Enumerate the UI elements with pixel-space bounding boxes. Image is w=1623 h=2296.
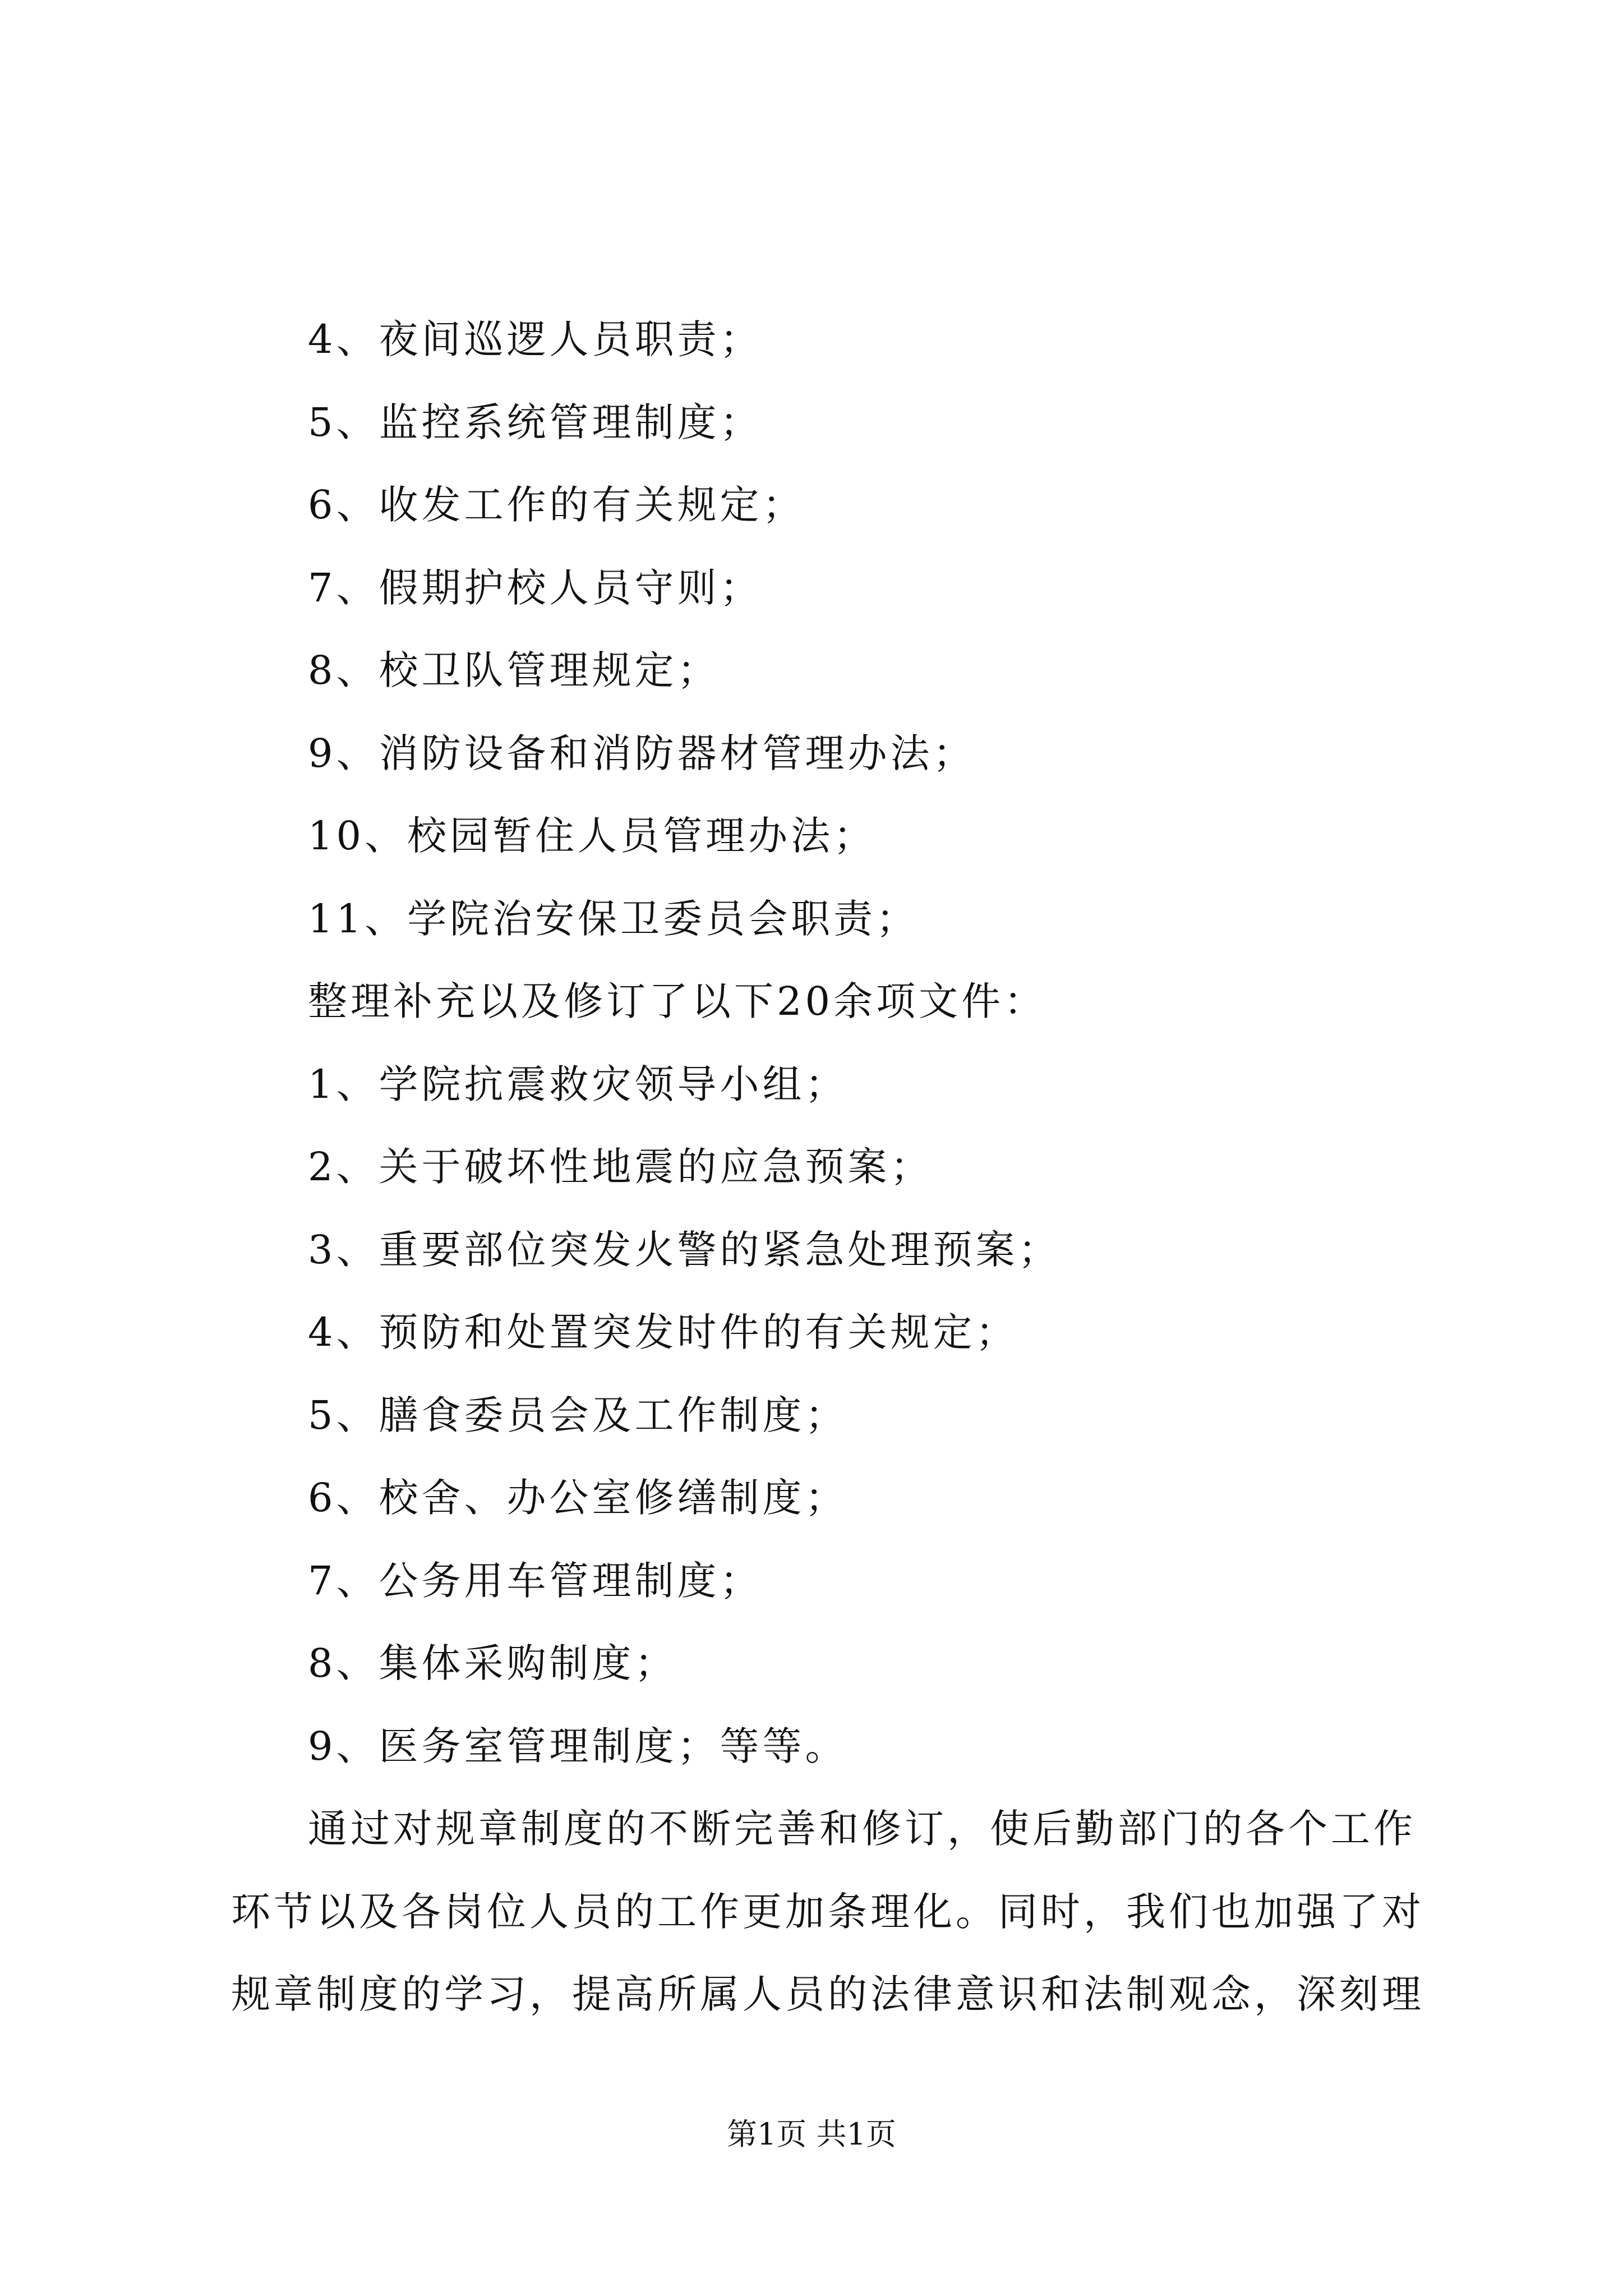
list-item: 7、假期护校人员守则； <box>308 564 763 611</box>
list-item: 6、校舍、办公室修缮制度； <box>308 1475 848 1521</box>
list-item: 1、学院抗震救灾领导小组； <box>308 1061 848 1107</box>
document-body <box>231 298 1440 2036</box>
paragraph-line: 环节以及各岗位人员的工作更加条理化。同时，我们也加强了对 <box>231 1888 1424 1935</box>
list-item: 11、学院治安保卫委员会职责； <box>308 895 919 942</box>
paragraph-line: 通过对规章制度的不断完善和修订，使后勤部门的各个工作 <box>308 1806 1416 1852</box>
list-item: 2、关于破坏性地震的应急预案； <box>308 1144 933 1190</box>
list-item: 10、校园暂住人员管理办法； <box>308 813 877 859</box>
section-intro: 整理补充以及修订了以下20余项文件： <box>308 978 1047 1024</box>
list-item: 3、重要部位突发火警的紧急处理预案； <box>308 1226 1061 1273</box>
list-item: 5、监控系统管理制度； <box>308 399 763 445</box>
list-item: 8、校卫队管理规定； <box>308 647 720 693</box>
list-item: 5、膳食委员会及工作制度； <box>308 1392 848 1438</box>
list-item: 7、公务用车管理制度； <box>308 1557 763 1604</box>
list-item: 6、收发工作的有关规定； <box>308 482 805 528</box>
list-item: 9、医务室管理制度；等等。 <box>308 1723 848 1769</box>
list-item: 4、预防和处置突发时件的有关规定； <box>308 1309 1018 1355</box>
page-footer: 第1页 共1页 <box>727 2116 896 2152</box>
list-item: 8、集体采购制度； <box>308 1640 677 1686</box>
paragraph-line: 规章制度的学习，提高所属人员的法律意识和法制观念，深刻理 <box>231 1971 1424 2017</box>
list-item: 4、夜间巡逻人员职责； <box>308 316 763 362</box>
list-item: 9、消防设备和消防器材管理办法； <box>308 730 976 776</box>
